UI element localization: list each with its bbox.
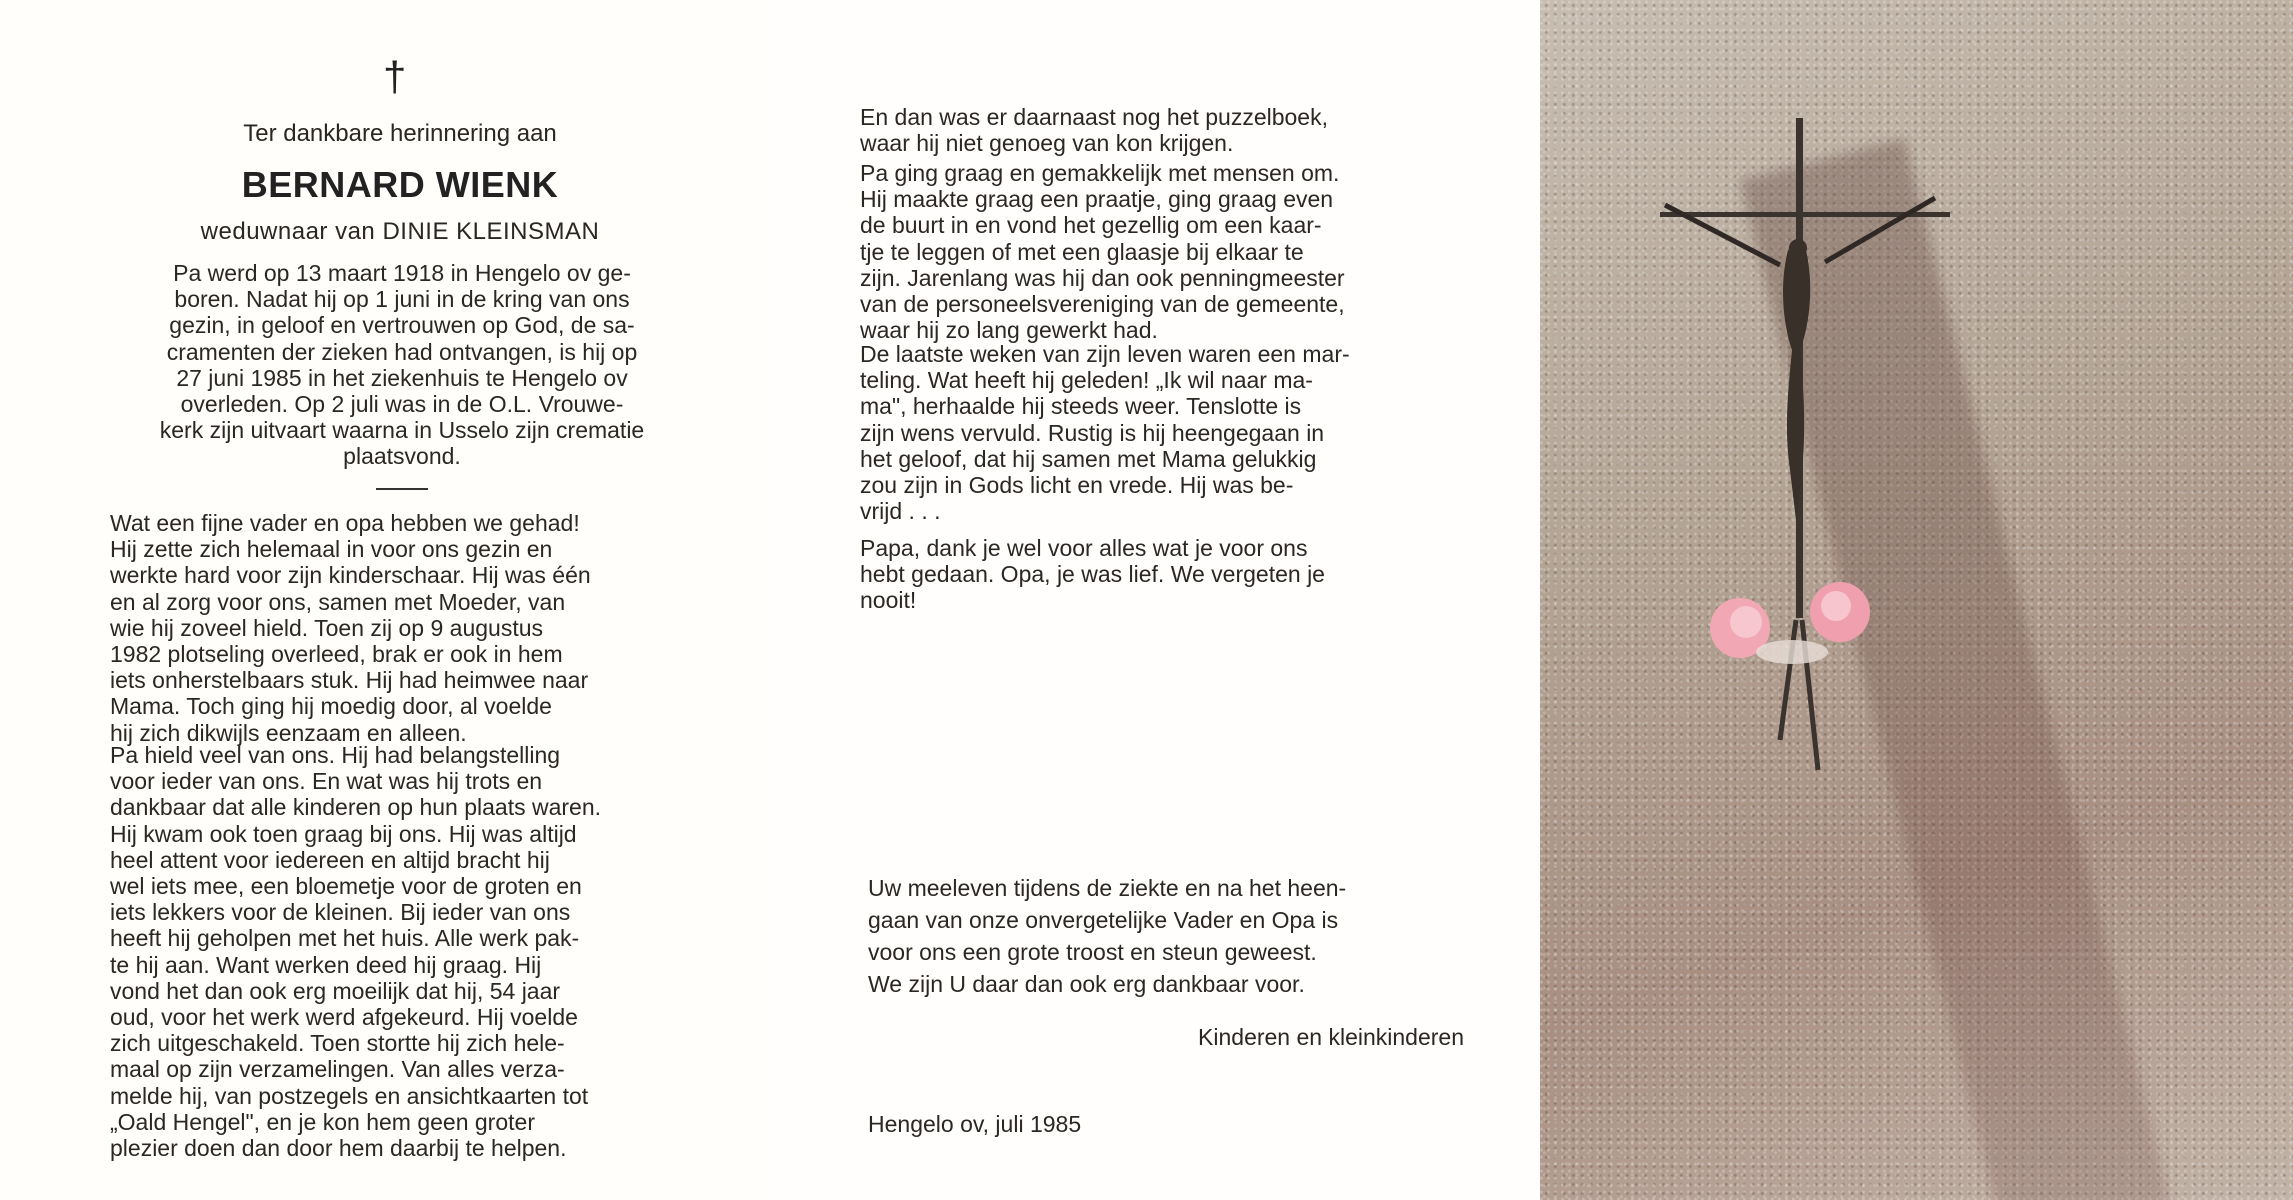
memory-paragraph-4: Pa ging graag en gemakkelijk met mensen om. Hij maakte graag een praatje, ging graag even de buurt in en vond het gezellig om een kaar- tje te leggen of met een glaasje bij elkaar te zijn. Jarenlang was hij dan ook penningmeester van de personeelsvereniging van de gemeente, waar hij zo lang gewerkt had. bbox=[860, 160, 1345, 344]
corpus-figure bbox=[1783, 250, 1810, 520]
memory-paragraph-3: En dan was er daarnaast nog het puzzelboek, waar hij niet genoeg van kon krijgen. bbox=[860, 104, 1328, 157]
section-divider bbox=[376, 488, 428, 490]
crucifix-illustration bbox=[1540, 0, 2293, 1200]
memory-paragraph-5: De laatste weken van zijn leven waren een mar- teling. Wat heeft hij geleden! „Ik wil naar ma- ma", herhaalde hij steeds weer. Tenslotte is zijn wens vervuld. Rustig is hij heengegaan in het geloof, dat hij samen met Mama gelukkig zou zijn in Gods licht en vrede. Hij was be- vrijd . . . bbox=[860, 341, 1350, 525]
cross-symbol: † bbox=[383, 53, 407, 100]
signature-line: Kinderen en kleinkinderen bbox=[1198, 1024, 1464, 1050]
middle-card-panel bbox=[760, 0, 1540, 1200]
memory-paragraph-2: Pa hield veel van ons. Hij had belangstelling voor ieder van ons. En wat was hij trots en dankbaar dat alle kinderen op hun plaats waren. Hij kwam ook toen graag bij ons. Hij was altijd heel attent voor iedereen en altijd bracht hij wel iets mee, een bloemetje voor de groten en iets lekkers voor de kleinen. Bij ieder van ons heeft hij geholpen met het huis. Alle werk pak- te hij aan. Want werken deed hij graag. Hij vond het dan ook erg moeilijk dat hij, 54 jaar oud, voor het werk werd afgekeurd. Hij voelde zich uitgeschakeld. Toen stortte hij zich hele- maal op zijn verzamelingen. Van alles verza- melde hij, van postzegels en ansichtkaarten tot „Oald Hengel", en je kon hem geen groter plezier doen dan door hem daarbij te helpen. bbox=[110, 742, 602, 1162]
biography-paragraph: Pa werd op 13 maart 1918 in Hengelo ov ge- boren. Nadat hij op 1 juni in de kring van ons gezin, in geloof en vertrouwen op God, de sa- cramenten der zieken had ontvangen, is hij op 27 juni 1985 in het ziekenhuis te Hengelo ov overleden. Op 2 juli was in de O.L. Vrouwe- kerk zijn uitvaart waarna in Usselo zijn crematie plaatsvond. bbox=[159, 260, 645, 470]
place-date-line: Hengelo ov, juli 1985 bbox=[868, 1111, 1082, 1137]
crucifix-photo bbox=[1540, 0, 2293, 1200]
memorial-intro: Ter dankbare herinnering aan bbox=[243, 120, 557, 147]
farewell-paragraph: Papa, dank je wel voor alles wat je voor ons hebt gedaan. Opa, je was lief. We vergeten je nooit! bbox=[860, 535, 1325, 614]
pink-roses bbox=[1710, 582, 1870, 664]
thanks-paragraph: Uw meeleven tijdens de ziekte en na het heen- gaan van onze onvergetelijke Vader en Opa is voor ons een grote troost en steun geweest. We zijn U daar dan ook erg dankbaar voor. bbox=[868, 875, 1347, 997]
deceased-name: BERNARD WIENK bbox=[241, 164, 559, 205]
memory-paragraph-1: Wat een fijne vader en opa hebben we gehad! Hij zette zich helemaal in voor ons gezin en werkte hard voor zijn kinderschaar. Hij was één en al zorg voor ons, samen met Moeder, van wie hij zoveel hield. Toen zij op 9 augustus 1982 plotseling overleed, brak er ook in hem iets onherstelbaars stuk. Hij had heimwee naar Mama. Toch ging hij moedig door, al voelde hij zich dikwijls eenzaam en alleen. bbox=[110, 510, 591, 746]
spouse-line: weduwnaar van DINIE KLEINSMAN bbox=[200, 218, 600, 245]
left-card-panel bbox=[0, 0, 760, 1200]
